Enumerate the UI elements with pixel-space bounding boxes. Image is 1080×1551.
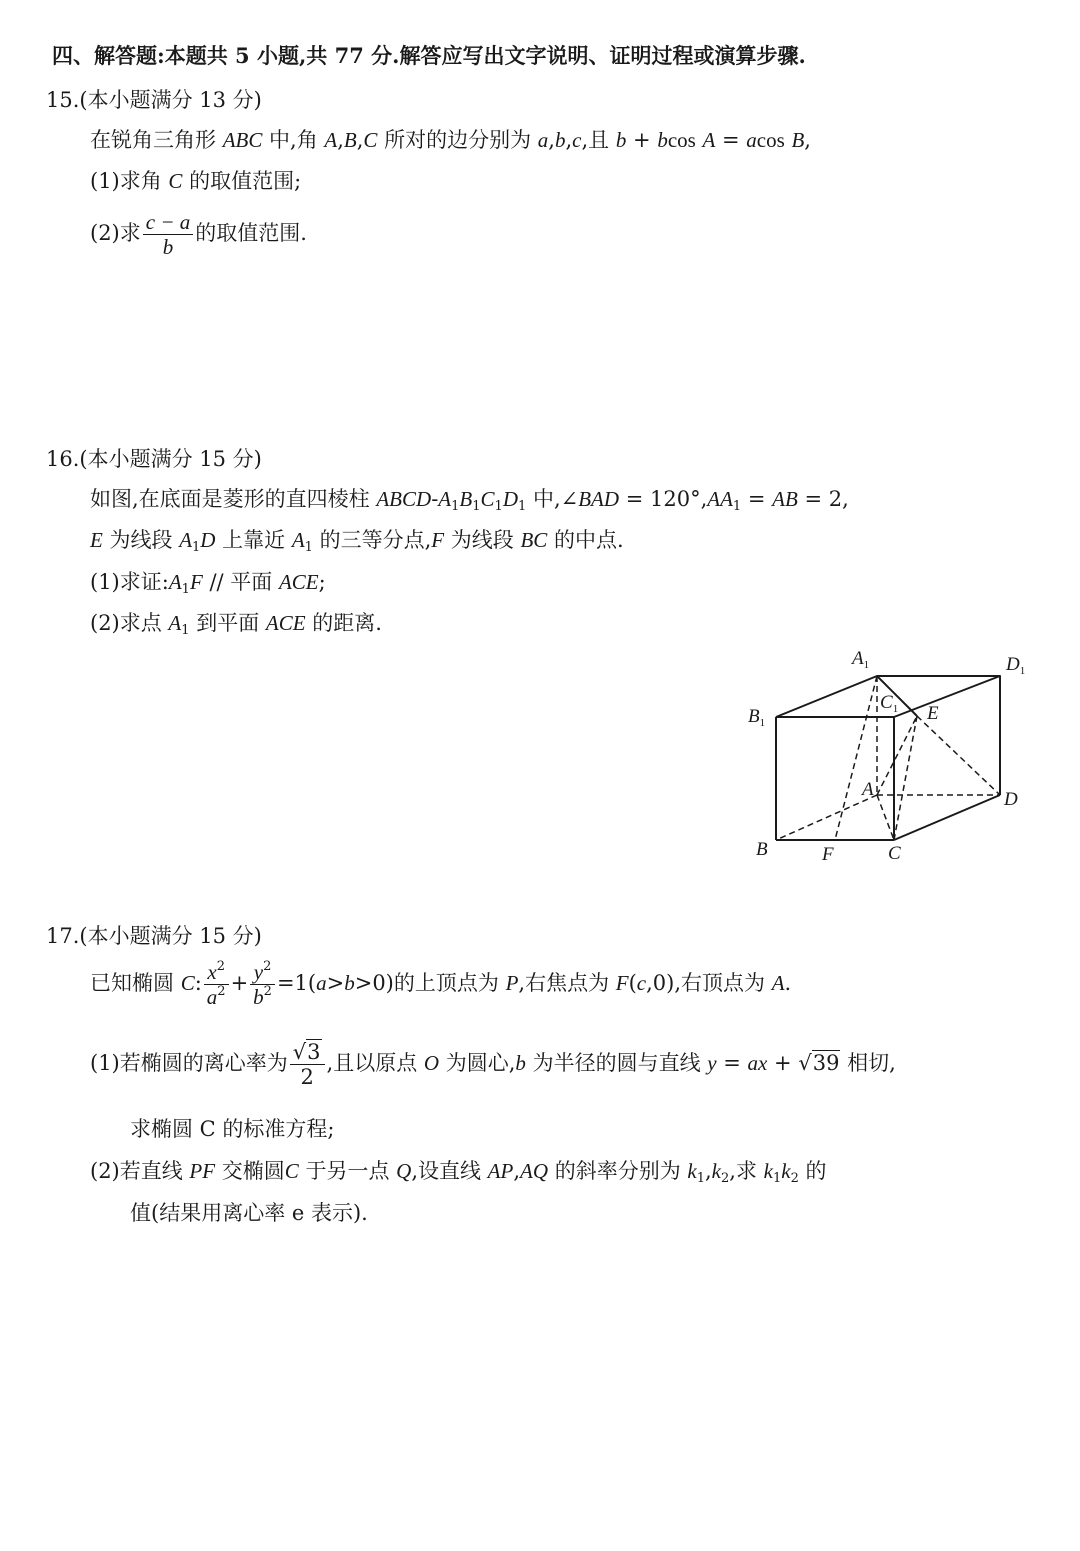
label-E: E (927, 703, 939, 724)
q17-part2-line2: 值(结果用离心率 e 表示). (130, 1201, 368, 1225)
edge-A-B (776, 795, 877, 840)
q15-part2: (2)求 $\frac{c - a}{b}$ 的取值范围. (90, 210, 307, 259)
q15-part1: (1)求角 C 的取值范围; (90, 169, 302, 193)
label-A1: $A_1$ (852, 648, 870, 671)
label-D: D (1004, 789, 1018, 810)
q15-stem: 在锐角三角形 ABC 中,角 A,B,C 所对的边分别为 a,b,c,且 b + bcos A = acos B, (90, 128, 811, 152)
edge-C-D (894, 795, 1000, 840)
section-heading-text: 四、解答题:本题共 5 小题,共 77 分.解答应写出文字说明、证明过程或演算步骤. (52, 43, 806, 68)
q16-header-text: (本小题满分 15 分) (79, 447, 262, 471)
label-B1: $B_1$ (748, 706, 766, 729)
label-D1: $D_1$ (1006, 654, 1026, 677)
q17-header (46, 920, 262, 950)
q16-stem-line2: E 为线段 $A_1D$ 上靠近 $A_1$ 的三等分点,F 为线段 BC 的中点. (90, 528, 624, 555)
label-B: B (756, 839, 768, 860)
q17-number: 17. (46, 924, 80, 948)
q17-header-text: (本小题满分 15 分) (79, 924, 262, 948)
q17-stem: 已知椭圆 C: $\frac{x^2}{a^2}$ + $\frac{y^2}{b^2}$ =1(a>b>0)的上顶点为 P,右焦点为 F(c,0),右顶点为 A. (90, 959, 792, 1009)
q16-stem-line1: 如图,在底面是菱形的直四棱柱 ABCD-$A_1B_1C_1D_1$ 中,∠BAD = $120^\circ,AA_1$ = AB = 2, (90, 487, 849, 514)
q17-part1-line2: 求椭圆 C 的标准方程; (130, 1117, 335, 1141)
prism-figure (740, 640, 1040, 870)
q15-header-text: (本小题满分 13 分) (79, 88, 262, 112)
q16-part2: (2)求点 $A_1$ 到平面 ACE 的距离. (90, 611, 382, 638)
label-C1: $C_1$ (880, 692, 899, 715)
q17-part2: (2)若直线 PF 交椭圆C 于另一点 Q,设直线 AP,AQ 的斜率分别为 $k_1,k_2$,求 $k_1k_2$ 的 (90, 1159, 827, 1186)
segment-A1-F (835, 676, 877, 840)
q17-part1: (1)若椭圆的离心率为 $\frac{√3}{2}$ ,且以原点 O 为圆心,b 为半径的圆与直线 y = ax + √39 相切, (90, 1040, 896, 1089)
q15-fraction: $\frac{c - a}{b}$ (143, 210, 194, 259)
segment-C-E (894, 716, 917, 840)
label-F: F (822, 844, 834, 865)
q16-number: 16. (46, 447, 80, 471)
segment-E-D (917, 716, 1000, 795)
label-C: C (888, 843, 901, 864)
q16-part1: (1)求证$:A_1F$ // 平面 ACE; (90, 570, 326, 597)
segment-A-C (877, 795, 894, 840)
section-heading (52, 40, 806, 70)
q15-number: 15. (46, 88, 80, 112)
label-A: A (862, 779, 874, 800)
q16-header (46, 443, 262, 473)
segment-A-E (877, 716, 917, 795)
q15-header (46, 84, 262, 114)
